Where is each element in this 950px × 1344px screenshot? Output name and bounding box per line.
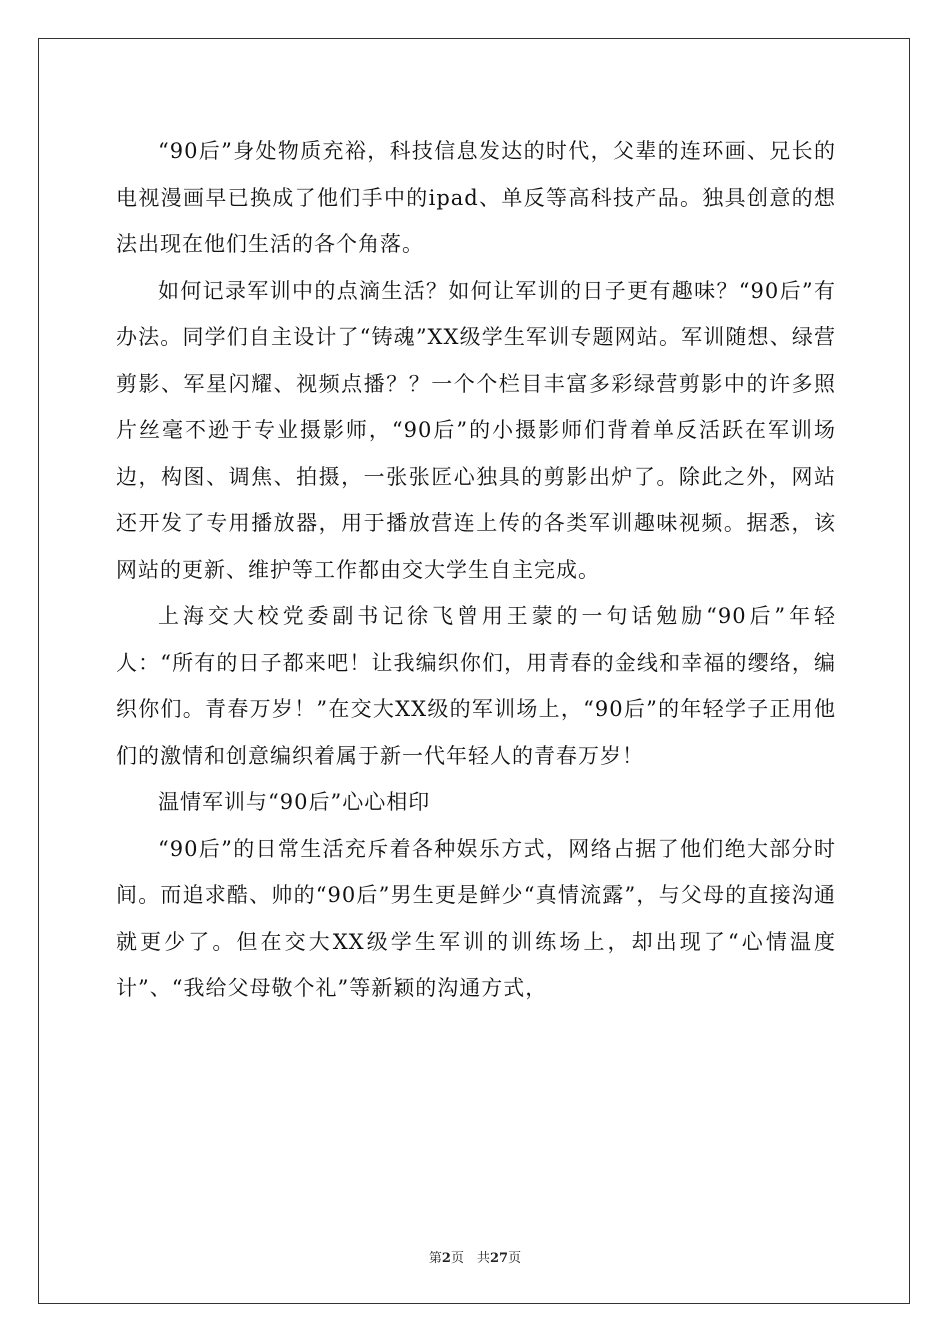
page-footer — [0, 1247, 950, 1266]
paragraph-4: “90后”的日常生活充斥着各种娱乐方式，网络占据了他们绝大部分时间。而追求酷、帅的“90后”男生更是鲜少“真情流露”，与父母的直接沟通就更少了。但在交大XX级学生军训的训练场上，却出现了“心情温度计”、“我给父母敬个礼”等新颖的沟通方式， — [116, 836, 836, 1000]
footer-middle: 页 共 — [450, 1251, 490, 1266]
total-page-number: 27 — [489, 1251, 509, 1266]
section-heading: 温情军训与“90后”心心相印 — [158, 790, 431, 814]
footer-suffix: 页 — [508, 1251, 522, 1266]
document-body — [116, 128, 836, 1012]
footer-prefix: 第 — [428, 1251, 442, 1266]
paragraph-1: “90后”身处物质充裕，科技信息发达的时代，父辈的连环画、兄长的电视漫画早已换成了他们手中的ipad、单反等高科技产品。独具创意的想法出现在他们生活的各个角落。 — [116, 139, 836, 256]
paragraph-2: 如何记录军训中的点滴生活？如何让军训的日子更有趣味？“90后”有办法。同学们自主设计了“铸魂”XX级学生军训专题网站。军训随想、绿营剪影、军星闪耀、视频点播？？一个个栏目丰富多彩绿营剪影中的许多照片丝毫不逊于专业摄影师，“90后”的小摄影师们背着单反活跃在军训场边，构图、调焦、拍摄，一张张匠心独具的剪影出炉了。除此之外，网站还开发了专用播放器，用于播放营连上传的各类军训趣味视频。据悉，该网站的更新、维护等工作都由交大学生自主完成。 — [116, 278, 836, 582]
paragraph-3: 上海交大校党委副书记徐飞曾用王蒙的一句话勉励“90后”年轻人：“所有的日子都来吧！让我编织你们，用青春的金线和幸福的缨络，编织你们。青春万岁！”在交大XX级的军训场上，“90后”的年轻学子正用他们的激情和创意编织着属于新一代年轻人的青春万岁！ — [116, 604, 836, 768]
current-page-number: 2 — [441, 1251, 451, 1266]
